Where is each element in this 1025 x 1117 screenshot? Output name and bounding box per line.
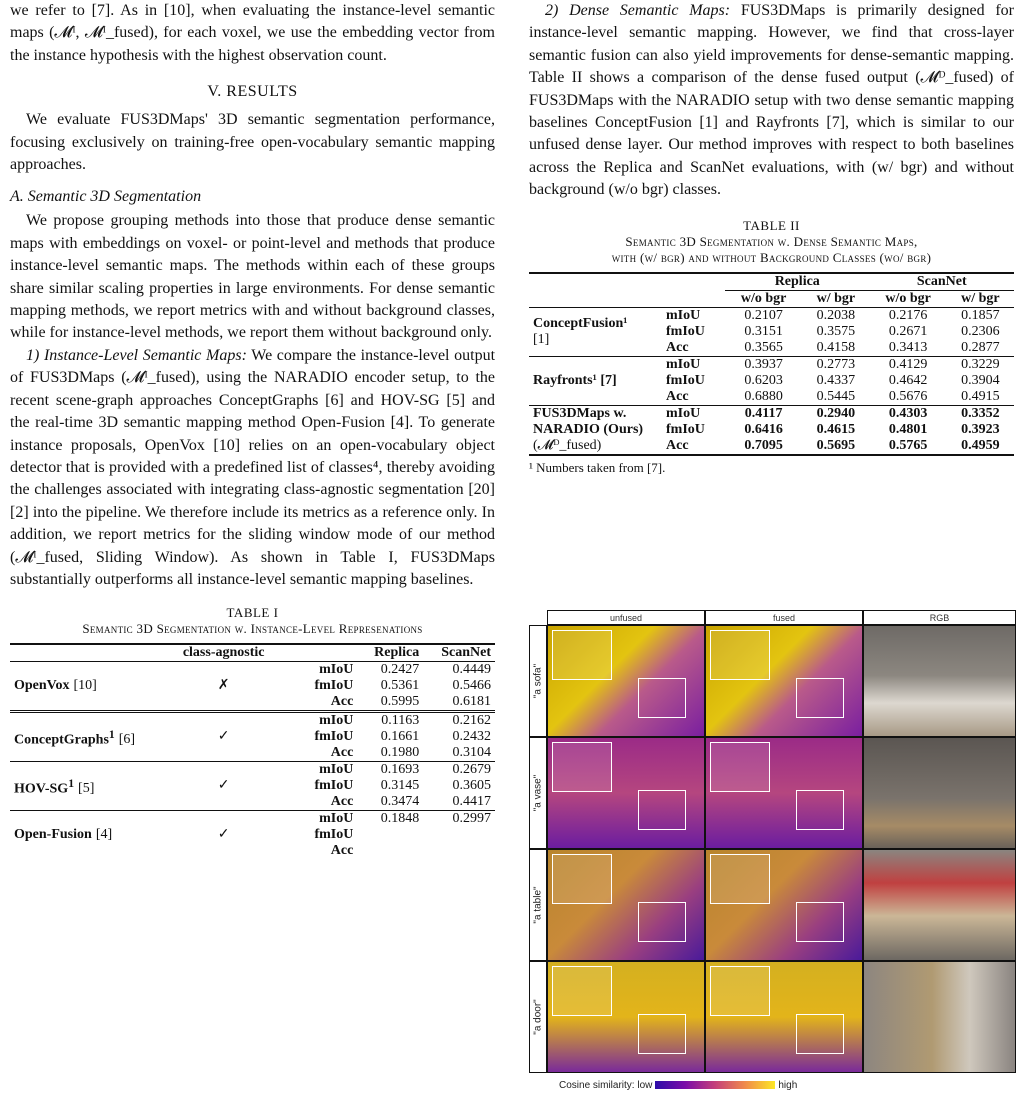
- metric-name: fmIoU: [666, 372, 705, 388]
- metric-name: mIoU: [319, 662, 354, 678]
- metric-name: mIoU: [319, 713, 354, 729]
- method-sup: 1: [108, 727, 115, 741]
- zoom-inset: [710, 854, 770, 904]
- rgb-panel: [863, 849, 1016, 961]
- fused-panel: [705, 737, 863, 849]
- method-line: [1]: [533, 331, 550, 347]
- t1-header: class-agnostic: [182, 645, 265, 661]
- zoom-box: [638, 678, 686, 718]
- zoom-box: [796, 902, 844, 942]
- metric-name: mIoU: [319, 762, 354, 778]
- zoom-box: [796, 790, 844, 830]
- metric-value: [423, 827, 495, 843]
- metric-value: 0.5361: [380, 678, 420, 694]
- metric-value: 0.5995: [380, 694, 420, 710]
- colorbar-high-label: high: [778, 1080, 798, 1091]
- metric-name: fmIoU: [314, 729, 354, 745]
- fused-panel: [705, 961, 863, 1073]
- metric-name: mIoU: [319, 811, 354, 827]
- section-title: V. RESULTS: [207, 83, 298, 101]
- zoom-box: [796, 678, 844, 718]
- table-row: [10, 762, 495, 779]
- table-method: [529, 307, 662, 356]
- table2-number: TABLE II: [743, 217, 800, 233]
- metric-value: 0.2432: [452, 729, 491, 745]
- metric-value: 0.2877: [961, 339, 1000, 355]
- metric-value: 0.1163: [381, 713, 420, 729]
- metric-value: 0.5765: [888, 437, 928, 453]
- metric-value: 0.2038: [816, 307, 856, 323]
- metric-name: fmIoU: [314, 678, 354, 694]
- table-method: [10, 662, 168, 712]
- table2-title-line1: Semantic 3D Segmentation w. Dense Semantic Maps,: [625, 233, 918, 249]
- paragraph: [10, 345, 495, 591]
- t2-sub: w/o bgr: [885, 290, 931, 306]
- zoom-box: [638, 902, 686, 942]
- metric-value: 0.6880: [744, 388, 783, 404]
- colorbar-low-label: Cosine similarity: low: [559, 1080, 653, 1091]
- table2-footnote: ¹ Numbers taken from [7].: [529, 459, 666, 475]
- table-method: [529, 356, 662, 405]
- metric-name: mIoU: [666, 356, 701, 372]
- method-ref: [10]: [73, 678, 97, 694]
- metric-value: 0.3229: [961, 356, 1000, 372]
- table-row: [10, 811, 495, 828]
- method-ref: [5]: [78, 781, 95, 797]
- table-row: [10, 662, 495, 679]
- t2-group: ScanNet: [869, 273, 1014, 291]
- metric-value: 0.6181: [452, 694, 491, 710]
- metric-value: 0.2773: [816, 356, 856, 372]
- metric-value: 0.2427: [380, 662, 420, 678]
- method-name: ConceptGraphs: [14, 732, 109, 748]
- metric-value: 0.3104: [452, 745, 491, 761]
- metric-value: 0.5445: [816, 388, 856, 404]
- metric-value: 0.1661: [380, 729, 420, 745]
- metric-value: 0.2306: [961, 323, 1000, 339]
- table1-number: TABLE I: [226, 605, 279, 621]
- method-name: OpenVox: [14, 678, 70, 694]
- metric-value: 0.3605: [452, 778, 491, 794]
- table-method: [10, 811, 168, 860]
- metric-value: 0.4959: [961, 437, 1000, 453]
- row-label: [529, 625, 547, 737]
- colorbar: [559, 1080, 797, 1091]
- metric-value: 0.4337: [816, 372, 856, 388]
- metric-value: 0.4117: [744, 405, 783, 421]
- method-sup: 1: [68, 776, 75, 790]
- fused-panel: [705, 625, 863, 737]
- col-header-unfused: unfused: [547, 610, 705, 625]
- table-method: [529, 405, 662, 455]
- table-row: [529, 405, 1014, 422]
- table-row: [529, 356, 1014, 373]
- table2: [529, 272, 1014, 456]
- metric-value: 0.6203: [744, 372, 783, 388]
- metric-value: 0.5695: [816, 437, 856, 453]
- table-method: [10, 762, 168, 811]
- zoom-inset: [552, 742, 612, 792]
- row-label: [529, 961, 547, 1073]
- unfused-panel: [547, 849, 705, 961]
- paragraph-text: FUS3DMaps is primarily designed for instance-level semantic mapping. However, we find that cross-layer semantic fusion can also yield improvements for dense-semantic mapping. Table II shows a comparison of the dense fused output (𝓜ᴰ_fused) of FUS3DMaps with the NARADIO setup with two dense semantic mapping baselines ConceptFusion [1] and Rayfronts [7], which is similar to our unfused dense layer. Our method improves with respect to both baselines across the Replica and ScanNet evaluations, with (w/ bgr) and without background (w/o bgr) classes.: [529, 2, 1015, 199]
- method-line: (𝓜ᴰ_fused): [533, 437, 602, 453]
- zoom-inset: [710, 966, 770, 1016]
- fused-panel: [705, 849, 863, 961]
- unfused-panel: [547, 625, 705, 737]
- metric-value: 0.2107: [744, 307, 783, 323]
- metric-value: 0.3565: [744, 339, 783, 355]
- metric-value: 0.3474: [380, 794, 420, 810]
- t1-header: ScanNet: [441, 645, 491, 661]
- zoom-box: [638, 1014, 686, 1054]
- method-ref: [4]: [95, 827, 113, 843]
- t2-sub: w/ bgr: [961, 290, 1000, 306]
- row-label-text: "a door": [532, 999, 544, 1035]
- table2-title-line2: with (w/ bgr) and without Background Classes (wo/ bgr): [611, 249, 932, 265]
- rgb-panel: [863, 737, 1016, 849]
- table-agnostic: ✓: [217, 827, 230, 843]
- rgb-panel: [863, 961, 1016, 1073]
- metric-value: 0.4417: [452, 794, 491, 810]
- metric-value: 0.3352: [961, 405, 1000, 421]
- zoom-box: [796, 1014, 844, 1054]
- metric-name: Acc: [666, 437, 689, 453]
- paragraph-text: We compare the instance-level output of FUS3DMaps (𝓜ᴵ_fused), using the NARADIO encoder setup, to the recent scene-graph approaches ConceptGraphs [6] and HOV-SG [5] and the real-time 3D semantic mapping method Open-Fusion [4]. To generate instance proposals, OpenVox [10] relies on an open-vocabulary object detector that is provided with a predefined list of classes⁴, thereby avoiding the challenges associated with integrating class-agnostic segmentation [20] [2] into the pipeline. We therefore include its metrics as a reference only. In addition, we report metrics for the sliding window mode of our method (𝓜ᴵ_fused, Sliding Window). As shown in Table I, FUS3DMaps substantially outperforms all instance-level semantic mapping baselines.: [10, 346, 496, 588]
- rgb-panel: [863, 625, 1016, 737]
- colorbar-gradient: [655, 1081, 775, 1089]
- zoom-inset: [710, 742, 770, 792]
- paragraph-head: 1) Instance-Level Semantic Maps:: [26, 346, 247, 364]
- table-agnostic: ✓: [217, 729, 230, 745]
- metric-value: [357, 843, 423, 859]
- col-header-rgb: RGB: [863, 610, 1016, 625]
- row-label-text: "a sofa": [532, 663, 544, 699]
- metric-name: Acc: [330, 794, 354, 810]
- table-agnostic: ✓: [217, 778, 230, 794]
- method-line: NARADIO (Ours): [533, 421, 644, 437]
- table1-title: Semantic 3D Segmentation w. Instance-Level Represenations: [82, 621, 423, 637]
- metric-value: 0.2679: [452, 762, 491, 778]
- metric-name: mIoU: [666, 307, 701, 323]
- metric-name: Acc: [330, 694, 354, 710]
- metric-value: 0.3937: [744, 356, 783, 372]
- subsection-title: A. Semantic 3D Segmentation: [10, 188, 202, 206]
- row-label: [529, 849, 547, 961]
- metric-value: [357, 827, 423, 843]
- method-line: Rayfronts¹ [7]: [533, 372, 617, 388]
- metric-value: 0.4303: [888, 405, 928, 421]
- metric-name: fmIoU: [666, 421, 705, 437]
- metric-name: mIoU: [666, 405, 701, 421]
- metric-value: 0.4129: [888, 356, 928, 372]
- metric-value: 0.1848: [380, 811, 420, 827]
- method-line: ConceptFusion¹: [533, 315, 628, 331]
- metric-value: 0.1857: [961, 307, 1000, 323]
- metric-value: 0.3145: [380, 778, 420, 794]
- unfused-panel: [547, 961, 705, 1073]
- paragraph-head: 2) Dense Semantic Maps:: [545, 2, 731, 19]
- metric-name: fmIoU: [314, 778, 354, 794]
- row-label: [529, 737, 547, 849]
- col-header-fused: fused: [705, 610, 863, 625]
- metric-value: 0.5676: [888, 388, 928, 404]
- metric-value: 0.2997: [452, 811, 491, 827]
- table-method: [10, 712, 168, 762]
- metric-value: 0.3575: [816, 323, 856, 339]
- metric-value: 0.4158: [816, 339, 856, 355]
- metric-value: 0.7095: [744, 437, 783, 453]
- metric-value: 0.3923: [961, 421, 1000, 437]
- paragraph: we refer to [7]. As in [10], when evaluating the instance-level semantic maps (𝓜ᴵ, 𝓜ᴵ_fused), for each voxel, we use the embedding vector from the instance hypothesis with the highest observation count.: [10, 2, 495, 64]
- zoom-box: [638, 790, 686, 830]
- method-name: Open-Fusion: [14, 827, 92, 843]
- zoom-inset: [552, 854, 612, 904]
- metric-value: 0.5466: [452, 678, 491, 694]
- left-column: [10, 0, 495, 859]
- metric-value: 0.1980: [380, 745, 420, 761]
- paragraph: [529, 0, 1014, 202]
- t2-group: Replica: [725, 273, 869, 291]
- metric-value: 0.3151: [744, 323, 783, 339]
- table-agnostic: ✗: [217, 678, 230, 694]
- metric-value: 0.2940: [816, 405, 856, 421]
- metric-name: fmIoU: [314, 827, 354, 843]
- zoom-inset: [552, 966, 612, 1016]
- table1: [10, 643, 495, 859]
- figure: [529, 610, 1016, 1090]
- metric-value: 0.4642: [888, 372, 928, 388]
- metric-value: 0.2176: [888, 307, 928, 323]
- metric-value: 0.4615: [816, 421, 856, 437]
- paragraph: We propose grouping methods into those that produce dense semantic maps with embeddings on voxel- or point-level and methods that produce instance-level semantic maps. The methods within each of these groups share similar scaling properties in large environments. For dense semantic mapping methods, we report metrics with and without background classes, while for instance-level methods, we report them without background only.: [10, 212, 495, 342]
- method-line: FUS3DMaps w.: [533, 405, 627, 421]
- table-row: [10, 712, 495, 730]
- metric-value: 0.3413: [888, 339, 928, 355]
- metric-value: 0.6416: [744, 421, 783, 437]
- table-row: [529, 307, 1014, 324]
- t2-sub: w/ bgr: [816, 290, 856, 306]
- unfused-panel: [547, 737, 705, 849]
- metric-name: Acc: [330, 745, 354, 761]
- t1-header: Replica: [374, 645, 420, 661]
- metric-name: fmIoU: [666, 323, 705, 339]
- row-label-text: "a table": [532, 886, 544, 924]
- zoom-inset: [552, 630, 612, 680]
- method-name: HOV-SG: [14, 781, 69, 797]
- paragraph: We evaluate FUS3DMaps' 3D semantic segmentation performance, focusing exclusively on training-free open-vocabulary semantic mapping approaches.: [10, 111, 495, 174]
- t2-sub: w/o bgr: [740, 290, 787, 306]
- metric-value: 0.4801: [888, 421, 928, 437]
- row-label-text: "a vase": [532, 774, 544, 812]
- metric-value: 0.4915: [961, 388, 1000, 404]
- metric-value: 0.1693: [380, 762, 420, 778]
- metric-value: 0.3904: [961, 372, 1000, 388]
- metric-name: Acc: [666, 388, 689, 404]
- metric-name: Acc: [666, 339, 689, 355]
- metric-value: 0.2162: [452, 713, 491, 729]
- metric-value: 0.2671: [888, 323, 928, 339]
- zoom-inset: [710, 630, 770, 680]
- method-ref: [6]: [118, 732, 136, 748]
- metric-value: [423, 843, 495, 859]
- metric-name: Acc: [330, 843, 354, 859]
- metric-value: 0.4449: [452, 662, 491, 678]
- right-column: [529, 0, 1014, 476]
